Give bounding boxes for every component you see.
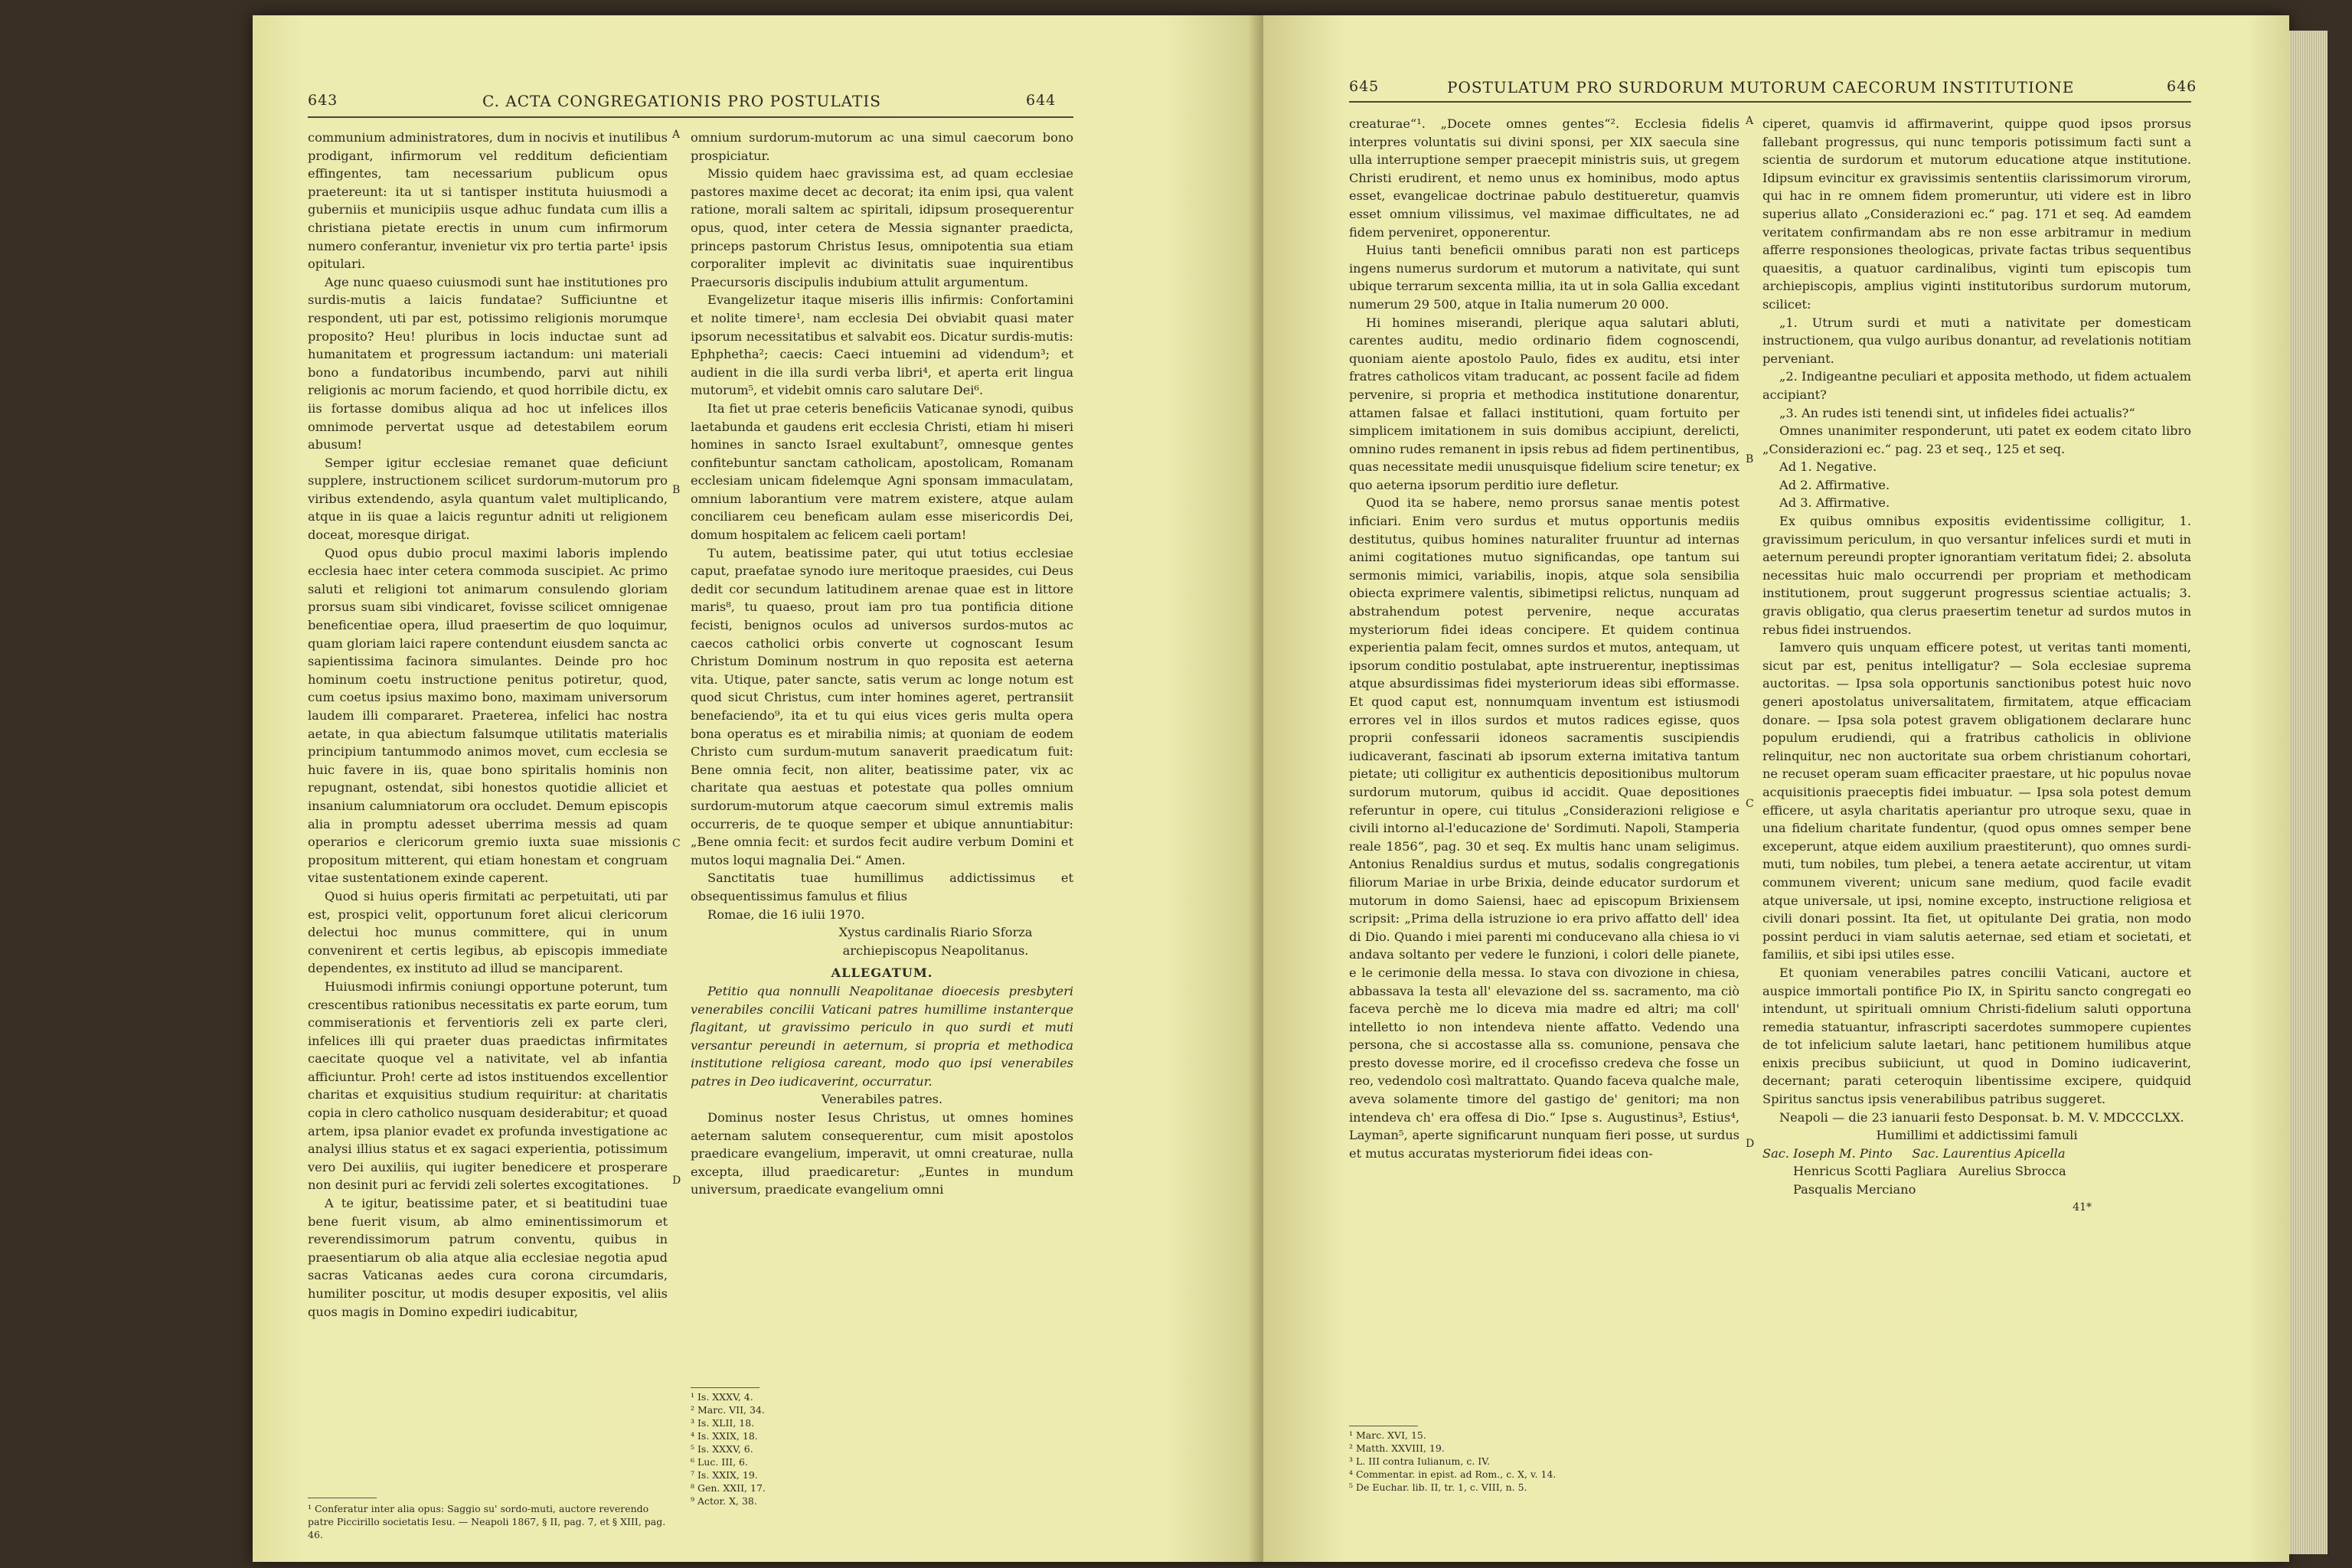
right-col-2 (1762, 115, 2191, 1217)
paragraph: Evangelizetur itaque miseris illis infirmis: Confortamini et nolite timere¹, nam ecclesia Dei obviabit quasi mater ipsorum necessitatibus et salvabit eos. Dicatur surdis-mutis: Ephphetha²; caecis: Caeci intuemini ad videndum³; et audient in die illa surdi verba libri⁴, et aperta erit lingua mutorum⁵, et videbit omnis caro salutare Dei⁶. (691, 292, 1073, 398)
margin-letter-d: D (672, 1174, 681, 1187)
paragraph: Ex quibus omnibus expositis evidentissime colligitur, 1. gravissimum periculum, in quo versantur infelices surdi et muti in aeternum pereundi propter ignorantiam veritatum fidei; 2. absoluta necessitas huic malo occurrendi per propriam et methodicam institutionem, prout suggerunt progressus scientiae actualis; 3. gravis obligatio, qua clerus praesertim tenetur ad surdos mutos in rebus fidei instruendos. (1762, 514, 2191, 637)
footnote: ⁷ Is. XXIX, 19. (691, 1469, 758, 1481)
signature-name: Xystus cardinalis Riario Sforza (838, 925, 1033, 940)
footnote: ¹ Conferatur inter alia opus: Saggio su' sordo-muti, auctore reverendo patre Piccirillo societatis Iesu. — Neapoli 1867, § II, pag. 7, et § XIII, pag. 46. (308, 1503, 666, 1540)
footnote-rule (691, 1387, 760, 1388)
allegatum-text: Petitio qua nonnulli Neapolitanae dioecesis presbyteri venerabiles concilii Vaticani patres humillime instanterque flagitant, ut gravissimo periculo in quo surdi et muti versantur pereundi in aeternum, si propria et methodica institutione religiosa careant, modo quo ipsi venerabiles patres in Deo iudicaverint, occurratur. (691, 983, 1073, 1089)
date-place: Neapoli — die 23 ianuarii festo Desponsat. b. M. V. MDCCCLXX. (1779, 1109, 2184, 1125)
signature-title: archiepiscopus Neapolitanus. (842, 942, 1029, 958)
paragraph: Huiusmodi infirmis coniungi opportune poterunt, tum crescentibus rationibus necessitatis ex parte eorum, tum commiserationis et ferventioris zeli ex parte cleri, infelices illi qui praeter duas praedictas infirmitates caecitate quoque vel a nativitate, vel ab infantia afficiuntur. Proh! certe ad istos instituendos excellentior charitas et exquisitius studium requiritur: at charitatis copia in clero catholico nusquam desiderabitur; et quoad artem, ipsa planior evadet ex profunda investigatione ac analysi illius status et ex sagaci experientia, potissimum vero Dei auxiliis, qui iugiter benedicere et prosperare non desinit puri ac fervidi zeli solertes excogitationes. (308, 978, 668, 1193)
paragraph: communium administratores, dum in nocivis et inutilibus prodigant, infirmorum vel redditum deficientiam effingentes, tam necessarium publicum opus praetereunt: ita ut si tantisper instituta huiusmodi a guberniis et municipiis usque adhuc fundata cum illis a christiana pietate erectis in unum cum infirmorum numero conferantur, invenietur vix pro tertia parte¹ ipsis opitulari. (308, 130, 668, 272)
signers: Pasqualis Merciano (1793, 1182, 1916, 1197)
paragraph: Missio quidem haec gravissima est, ad quam ecclesiae pastores maxime decet ac decorat; ita enim ipsi, qua valent ratione, morali saltem ac spiritali, idipsum prosequerentur opus, quod, inter cetera de Messia signanter praedicta, princeps pastorum Christus Iesus, omnipotentia sua etiam corporaliter implevit ac divinitatis suae inquirentibus Praecursoris discipulis indubium attulit argumentum. (691, 166, 1073, 289)
footnote: ² Matth. XXVIII, 19. (1349, 1442, 1445, 1454)
footnote: ¹ Is. XXXV, 4. (691, 1391, 753, 1403)
paragraph: Omnes unanimiter responderunt, uti patet ex eodem citato libro „Considerazioni ec.“ pag. 23 et seq., 125 et seq. (1762, 423, 2191, 456)
footnote: ⁹ Actor. X, 38. (691, 1495, 757, 1507)
right-running-head: POSTULATUM PRO SURDORUM MUTORUM CAECORUM INSTITUTIONE (1447, 78, 2075, 96)
footnote: ⁸ Gen. XXII, 17. (691, 1482, 766, 1494)
paragraph: Et quoniam venerabiles patres concilii Vaticani, auctore et auspice immortali pontifice Pio IX, in Spiritu sancto congregati eo intendunt, ut spirituali omnium Christi-fidelium saluti opportuna remedia statuantur, infrascripti sacerdotes summopere cupientes de tot infelicium salute laetari, hanc petitionem humilibus atque enixis precibus subiiciunt, ut quod in Domino iudicaverint, decernant; parati ceteroquin libentissime excipere, quidquid Spiritus sanctus ipsis venerabilibus patribus suggeret. (1762, 965, 2191, 1107)
footnotes-list (1349, 1429, 1740, 1494)
paragraph: Age nunc quaeso cuiusmodi sunt hae institutiones pro surdis-mutis a laicis fundatae? Sufficiuntne et respondent, uti par est, potissimo religionis morumque proposito? Heu! pluribus in locis inductae sunt ad humanitatem et progressum iactandum: uni materiali bono a fundatoribus incumbendo, parvi aut nihili religionis ac morum faciendo, et quod horribile dictu, ex iis fortasse domibus aliqua ad hoc ut infelices illos omnimode pervertat usque ad detestabilem eorum abusum! (308, 274, 668, 452)
paragraph: Huius tanti beneficii omnibus parati non est particeps ingens numerus surdorum et mutorum a nativitate, qui sunt ubique terrarum sexcenta millia, ita ut in sola Gallia excedant numerum 29 500, atque in Italia numerum 20 000. (1349, 243, 1740, 312)
question: „1. Utrum surdi et muti a nativitate per domesticam instructionem, qua vulgo auribus donantur, ad revelationis notitiam perveniant. (1762, 315, 2191, 366)
page-edges (2289, 31, 2328, 1554)
margin-letter-b: B (672, 484, 681, 496)
paragraph: Sanctitatis tuae humillimus addictissimus et obsequentissimus famulus et filius (691, 871, 1073, 903)
footnote: ¹ Marc. XVI, 15. (1349, 1429, 1426, 1441)
question: „3. An rudes isti tenendi sint, ut infideles fidei actualis?“ (1779, 405, 2135, 420)
signers: Henricus Scotti Pagliara Aurelius Sbrocca (1793, 1164, 2066, 1179)
paragraph: Quod opus dubio procul maximi laboris implendo ecclesia haec inter cetera commoda suscipiet. Ac primo saluti et religioni tot animarum consulendo gloriam prorsus suam sibi vindicaret, fovisse scilicet omnigenae beneficentiae opera, illud praesertim de quo loquimur, quam gloriam laici rapere contendunt eiusdem sancta ac sapientissima facinora simulantes. Deinde pro hoc hominum coetu instructione penitus potiretur, quod, cum coetus ipsius maximo bono, maximam universorum laudem illi compararet. Praeterea, infelici hac nostra aetate, in qua abiectum falsumque utilitatis materialis principium tantummodo animos movet, cum ecclesia se huic favere in iis, quae bono spiritalis hominis non repugnant, ostendat, sibi honestos quotidie alliciet et insanium calumniatorum ora occludet. Demum episcopis alia in promptu adesset uberrima messis ad quam operarios e clericorum gremio iuxta suae missionis propositum mitterent, qui etiam honestam et congruam vitae sustentationem exinde caperent. (308, 545, 668, 886)
question: „2. Indigeantne peculiari et apposita methodo, ut fidem actualem accipiant? (1762, 369, 2191, 402)
left-col-1 (308, 129, 668, 1321)
margin-letter-d: D (1746, 1138, 1755, 1150)
left-page (253, 15, 1263, 1562)
page-number-646: 646 (2167, 78, 2197, 95)
paragraph: A te igitur, beatissime pater, et si beatitudini tuae bene fuerit visum, ab almo eminentissimorum et reverendissimorum patrum conventu, quibus in praesentiarum ob alia atque alia ecclesiae negotia apud sacras Vaticanas aedes cura corona circumdaris, humiliter poscitur, ut modis desuper expositis, vel aliis quos magis in Domino expediri iudicabitur, (308, 1196, 668, 1319)
answer: Ad 2. Affirmative. (1779, 477, 1890, 492)
date-place: Romae, die 16 iulii 1970. (707, 906, 865, 922)
answer: Ad 1. Negative. (1779, 459, 1877, 475)
paragraph: Quod ita se habere, nemo prorsus sanae mentis potest inficiari. Enim vero surdus et mutus opportunis mediis destitutus, quibus homines naturaliter fruuntur ad internas animi cogitationes mutuo significandas, ope tantum sui sermonis mimici, variabilis, inopis, atque sola sensibilia obiecta exprimere valentis, sibimetipsi relictus, nunquam ad abstrahendum potest pervenire, neque accuratas mysteriorum fidei ideas concipere. Et quidem continua experientia palam fecit, omnes surdos et mutos, antequam, ut ipsorum conditio postulabat, apte instruerentur, ineptissimas atque absurdissimas fidei mysteriorum ideas sibi efformasse. Et quod caput est, nonnumquam inventum est istiusmodi errores vel in illos surdos et mutos radices egisse, quos proprii confessarii idoneos sacramentis suscipiendis iudicaverant, fascinati ab ipsorum externa imitativa tantum pietate; uti colligitur ex authenticis depositionibus multorum surdorum mutorum, quibus id accidit. Quae depositiones referuntur in opere, cui titulus „Considerazioni religiose e civili intorno al-l'educazione de' Sordimuti. Napoli, Stamperia reale 1856“, pag. 30 et seq. Ex multis hanc unam seligimus. Antonius Renaldius surdus et mutus, sodalis congregationis filiorum Mariae in urbe Brixia, deinde educator surdorum et mutorum in domo Saiensi, haec ad episcopum Brixiensem scripsit: „Prima della istruzione io era privo affatto dell' idea di Dio. Quando i miei parenti mi conducevano alla chiesa io vi andava soltanto per vedere le funzioni, i colori delle pianete, e le cerimonie della messa. Io stava con divozione in chiesa, abbassava la testa all' elevazione del ss. sacramento, ma ciò faceva perchè me lo diceva mia madre ed altri; ma coll' intelletto io non intendeva niente affatto. Vedendo una persona, che si accostasse alla ss. comunione, pensava che presto dovesse morire, ed il crocefisso credeva che fosse un reo, vedendolo così maltrattato. Quando faceva qualche male, aveva solamente timore del gastigo de' genitori; ma non intendeva ch' era offesa di Dio.“ Ipse s. Augustinus³, Estius⁴, Layman⁵, aperte significarunt nunquam fieri posse, ut surdus et mutus accuratas mysteriorum fidei ideas con- (1349, 495, 1740, 1161)
left-col-2 (691, 129, 1073, 1199)
footnote: ⁶ Luc. III, 6. (691, 1456, 748, 1468)
header-rule (308, 116, 1073, 118)
right-col-1 (1349, 115, 1740, 1162)
footnote: ⁵ Is. XXXV, 6. (691, 1443, 753, 1455)
footnote: ⁴ Commentar. in epist. ad Rom., c. X, v. 14. (1349, 1468, 1557, 1480)
answer: Ad 3. Affirmative. (1779, 495, 1890, 511)
page-number-644: 644 (1026, 92, 1057, 109)
paragraph: Iamvero quis unquam efficere potest, ut veritas tanti momenti, sicut par est, penitus intelligatur? — Sola ecclesiae suprema auctoritas. — Ipsa sola opportunis sanctionibus potest huic novo generi apostolatus universalitatem, firmitatem, atque efficaciam donare. — Ipsa sola potest gravem obligationem declarare hunc populum erudiendi, qui a fratribus catholicis in oblivione relinquitur, nec non auctoritate sua orbem christianum cohortari, ne recuset operam suam efficaciter praestare, ut hic populus novae acquisitionis praeceptis fidei imbuatur. — Ipsa sola potest demum efficere, ut asyla charitatis aperiantur pro utroque sexu, quae in una fidelium charitate fundentur, (quod opus omnes semper bene exceperunt, atque eidem auxilium praestiterunt), quo omnes surdi-muti, tum nobiles, tum plebei, a tenera aetate accirentur, ut vitam communem viverent; unicum sane medium, quod facile evadit atque universale, ut ipsi, nomine excepto, instructione religiosa et civili donari possint. Ita fiet, ut opitulante Dei gratia, non modo possint perduci in viam salutis aeternae, sed etiam et societati, et familiis, et sibi ipsi utiles esse. (1762, 640, 2191, 962)
margin-letter-a: A (672, 129, 681, 141)
paragraph: creaturae“¹. „Docete omnes gentes“². Ecclesia fidelis interpres voluntatis sui divini sponsi, per XIX saecula sine ulla interruptione semper praecepit ministris suis, ut gregem Christi erudirent, et nemo unus ex hominibus, modo aptus esset, evangelicae doctrinae pabulo destitueretur, quamvis esset omnium vilissimus, vel maximae difficultates, ne ad fidem perveniret, opponerentur. (1349, 116, 1740, 240)
salutation: Venerabiles patres. (821, 1092, 943, 1107)
paragraph: Semper igitur ecclesiae remanet quae deficiunt supplere, instructionem scilicet surdorum-mutorum pro viribus extendendo, asyla quantum valet multiplicando, atque in iis quae a laicis reguntur adniti ut religionem doceat, moresque dirigat. (308, 455, 668, 543)
signature-mark: 41* (2073, 1200, 2092, 1214)
left-running-head: C. ACTA CONGREGATIONIS PRO POSTULATIS (482, 92, 881, 110)
footnote: ³ Is. XLII, 18. (691, 1417, 755, 1429)
closing: Humillimi et addictissimi famuli (1876, 1128, 2078, 1143)
paragraph: Tu autem, beatissime pater, qui utut totius ecclesiae caput, praefatae synodo iure meritoque praesides, cui Deus dedit cor secundum latitudinem arenae quae est in littore maris⁸, tu quaeso, prout iam pro tua pontificia ditione fecisti, benignos oculos ad universos surdos-mutos ac caecos catholici orbis converte ut cognoscant Iesum Christum Dominum nostrum in quo reposita est aeterna vita. Utique, pater sancte, satis verum ac longe notum est quod sicut Christus, cum inter homines ageret, pertransiit benefaciendo⁹, ita et tu qui eius vices geris multa opera bona operatus es et mirabilia nimis; at quoniam de eodem Christo cum surdum-mutum sanaverit praedicatum fuit: Bene omnia fecit, non aliter, beatissime pater, vix ac charitate qua aestuas et potestate qua polles omnium surdorum-mutorum atque caecorum simul extremis malis occurreris, de te quoque semper et ubique annuntiabitur: „Bene omnia fecit: et surdos fecit audire verbum Domini et mutos loqui magnalia Dei.“ Amen. (691, 545, 1073, 867)
page-number-645: 645 (1349, 78, 1380, 95)
page-number-643: 643 (308, 92, 338, 109)
paragraph: Quod si huius operis firmitati ac perpetuitati, uti par est, prospici velit, opportunum foret alicui clericorum delectui hoc munus committere, qui in unum convenirent et certis legibus, ab episcopis immediate dependentes, ex instituto ad illud se manciparent. (308, 888, 668, 976)
allegatum-heading: ALLEGATUM. (831, 965, 933, 981)
margin-letter-b: B (1746, 453, 1754, 466)
margin-letter-c: C (1746, 798, 1754, 810)
right-page (1263, 15, 2289, 1562)
paragraph: omnium surdorum-mutorum ac una simul caecorum bono prospiciatur. (691, 130, 1073, 163)
paragraph: Dominus noster Iesus Christus, ut omnes homines aeternam salutem consequerentur, cum misit apostolos praedicare evangelium, imperavit, ut omni creaturae, nulla excepta, illud praedicaretur: „Euntes in mundum universum, praedicate evangelium omni (691, 1110, 1073, 1197)
open-book (253, 15, 2289, 1562)
footnote: ⁴ Is. XXIX, 18. (691, 1430, 758, 1442)
signers: Sac. Ioseph M. Pinto Sac. Laurentius Apicella (1762, 1145, 2066, 1161)
footnote: ² Marc. VII, 34. (691, 1404, 765, 1416)
margin-letter-c: C (672, 838, 681, 850)
footnote: ⁵ De Euchar. lib. II, tr. 1, c. VIII, n. 5. (1349, 1481, 1527, 1493)
footnotes-list (691, 1390, 920, 1508)
header-rule (1349, 101, 2191, 103)
paragraph: Hi homines miserandi, plerique aqua salutari abluti, carentes auditu, medio ordinario fidem cognoscendi, quoniam aiente apostolo Paulo, fides ex auditu, etsi inter fratres catholicos vitam traducant, ac possent facile ad fidem pervenire, si propria et methodica institutione donarentur, attamen falsae et fallaci institutioni, quam fortuito per simplicem imitationem in suis domibus accipiunt, derelicti, omnino rudes remanent in ipsis rebus ad fidem pertinentibus, quas necessitate medii unusquisque fidelium scire tenetur; ex quo aeterna ipsorum perditio iure defletur. (1349, 315, 1740, 492)
footnote: ³ L. III contra Iulianum, c. IV. (1349, 1455, 1491, 1467)
paragraph: ciperet, quamvis id affirmaverint, quippe quod ipsos prorsus fallebant progressus, qui nunc temporis potissimum facti sunt a scientia de surdorum et mutorum educatione atque institutione. Idipsum evincitur ex gravissimis sententiis clarissimorum virorum, qui hac in re omnem fidem promeruntur, uti videre est in libro superius allato „Considerazioni ec.“ pag. 171 et seq. Ad eamdem veritatem confirmandam abs re non esse arbitramur in medium afferre responsiones theologicas, private factas tribus sequentibus quaesitis, a quatuor cardinalibus, viginti tum episcopis tum archiepiscopis, amplius viginti institutoribus surdorum mutorum, scilicet: (1762, 116, 2191, 312)
margin-letter-a: A (1746, 115, 1754, 127)
paragraph: Ita fiet ut prae ceteris beneficiis Vaticanae synodi, quibus laetabunda et gaudens erit ecclesia Christi, etiam hi miseri homines in sancto Israel exultabunt⁷, omnesque gentes confitebuntur sanctam catholicam, apostolicam, Romanam ecclesiam unicam fidelemque Agni sponsam immaculatam, omnium laborantium vere matrem existere, atque aulam conciliarem ceu beneficam aulam esse misericordis Dei, domum hospitalem ac felicem caeli portam! (691, 400, 1073, 543)
